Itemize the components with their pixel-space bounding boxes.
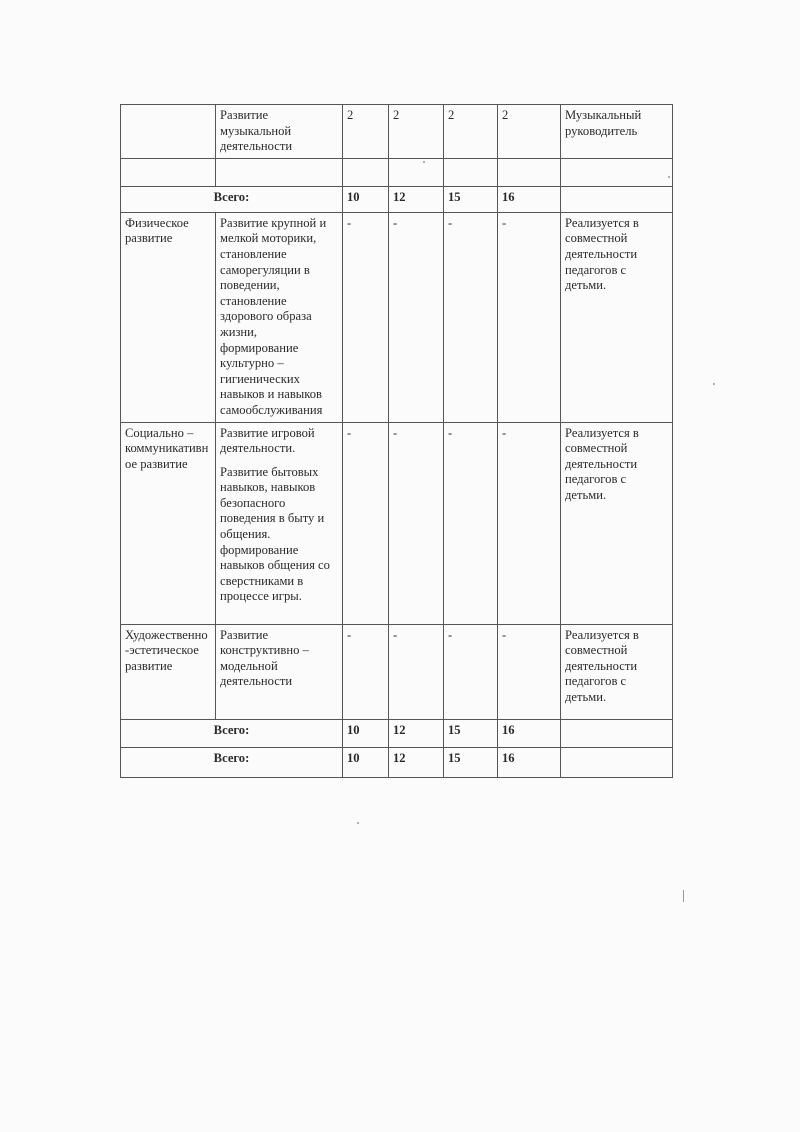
hours-cell: - <box>343 624 389 719</box>
hours-cell: 2 <box>498 105 561 159</box>
scan-speck <box>668 176 670 178</box>
scan-speck <box>423 161 425 163</box>
curriculum-table <box>120 104 673 778</box>
total-value: 10 <box>343 719 389 747</box>
hours-cell: - <box>389 624 444 719</box>
table-row <box>121 624 673 719</box>
total-row <box>121 747 673 777</box>
hours-cell: - <box>498 422 561 624</box>
total-value: 16 <box>498 186 561 212</box>
scan-speck <box>713 383 715 385</box>
area-cell: Социально – коммуникативн ое развитие <box>121 422 216 624</box>
area-cell <box>121 105 216 159</box>
total-value: 12 <box>389 747 444 777</box>
activity-cell <box>216 624 343 719</box>
scan-speck <box>683 890 684 902</box>
note-cell: Реализуется в совместной деятельности педагогов с детьми. <box>561 422 673 624</box>
activity-cell <box>216 212 343 422</box>
document-page <box>120 104 672 778</box>
total-value: 10 <box>343 186 389 212</box>
activity-cell: Развитие музыкальной деятельности <box>216 105 343 159</box>
scan-speck <box>357 822 359 824</box>
total-row <box>121 186 673 212</box>
hours-cell: - <box>444 422 498 624</box>
total-value: 16 <box>498 719 561 747</box>
total-value: 15 <box>444 747 498 777</box>
total-label: Всего: <box>121 747 343 777</box>
hours-cell: - <box>343 212 389 422</box>
hours-cell: 2 <box>343 105 389 159</box>
hours-cell: 2 <box>389 105 444 159</box>
table-row <box>121 422 673 624</box>
total-row <box>121 719 673 747</box>
hours-cell: - <box>389 422 444 624</box>
hours-cell: - <box>498 212 561 422</box>
hours-cell: - <box>444 212 498 422</box>
area-cell: Художественно -эстетическое развитие <box>121 624 216 719</box>
table-row <box>121 212 673 422</box>
activity-text: Развитие игровой деятельности. <box>220 425 315 456</box>
hours-cell: - <box>498 624 561 719</box>
total-value: 15 <box>444 186 498 212</box>
total-value: 15 <box>444 719 498 747</box>
hours-cell: 2 <box>444 105 498 159</box>
total-value: 10 <box>343 747 389 777</box>
total-label: Всего: <box>121 186 343 212</box>
note-cell: Музыкальный руководитель <box>561 105 673 159</box>
area-cell: Физическое развитие <box>121 212 216 422</box>
total-value: 12 <box>389 719 444 747</box>
note-cell: Реализуется в совместной деятельности педагогов с детьми. <box>561 212 673 422</box>
table-row <box>121 105 673 159</box>
note-cell: Реализуется в совместной деятельности педагогов с детьми. <box>561 624 673 719</box>
empty-row <box>121 158 673 186</box>
hours-cell: - <box>444 624 498 719</box>
total-label: Всего: <box>121 719 343 747</box>
total-value: 16 <box>498 747 561 777</box>
hours-cell: - <box>343 422 389 624</box>
activity-text: Развитие бытовых навыков, навыков безопасного поведения в быту и общения. формирование навыков общения со сверстниками в процессе игры. <box>220 464 330 604</box>
activity-text: Развитие конструктивно – модельной деятельности <box>220 627 309 689</box>
activity-cell <box>216 422 343 624</box>
hours-cell: - <box>389 212 444 422</box>
activity-text: Развитие крупной и мелкой моторики, становление саморегуляции в поведении, становление здорового образа жизни, формирование культурно – гигиенических навыков и навыков самообслуживания <box>220 215 327 417</box>
total-value: 12 <box>389 186 444 212</box>
